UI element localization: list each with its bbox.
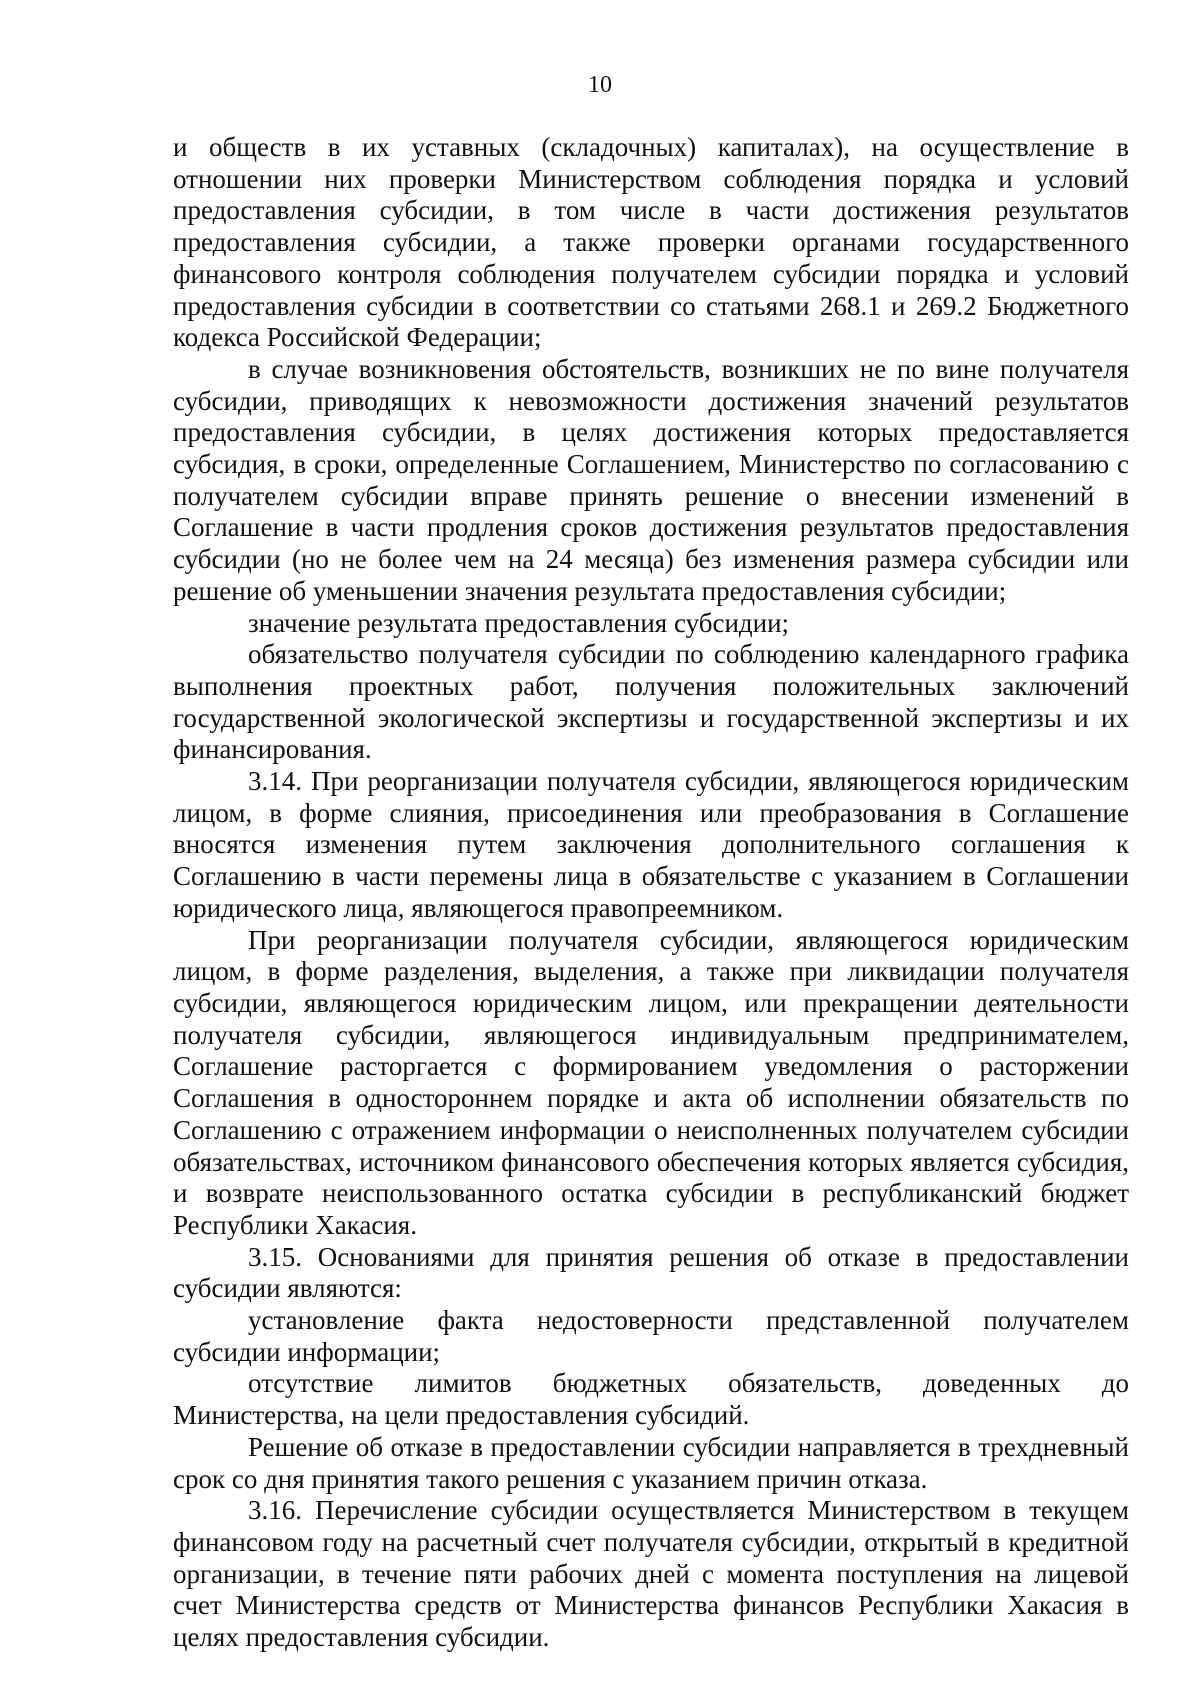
paragraph: значение результата предоставления субсидии; xyxy=(248,607,790,638)
paragraph: 3.14. При реорганизации получателя субсидии, являющегося юридическим лицом, в форме слияния, присоединения или преобразования в Соглашение вносятся изменения путем заключения дополнительного соглашения к Соглашению в части перемены лица в обязательстве с указанием в Соглашении юридического лица, являющегося правопреемником. xyxy=(173,766,1129,923)
page-number: 10 xyxy=(588,72,612,98)
paragraph: и обществ в их уставных (складочных) капиталах), на осуществление в отношении них проверки Министерством соблюдения порядка и условий предоставления субсидии, в том числе в части достижения результатов предоставления субсидии, а также проверки органами государственного финансового контроля соблюдения получателем субсидии порядка и условий предоставления субсидии в соответствии со статьями 268.1 и 269.2 Бюджетного кодекса Российской Федерации; xyxy=(173,132,1129,353)
paragraph: Решение об отказе в предоставлении субсидии направляется в трехдневный срок со дня принятия такого решения с указанием причин отказа. xyxy=(173,1431,1129,1494)
paragraph: 3.15. Основаниями для принятия решения об отказе в предоставлении субсидии являются: xyxy=(173,1241,1129,1304)
paragraph: установление факта недостоверности представленной получателем субсидии информации; xyxy=(173,1305,1129,1367)
document-body xyxy=(173,132,1129,1654)
paragraph: отсутствие лимитов бюджетных обязательств, доведенных до Министерства, на цели предоставления субсидий. xyxy=(173,1368,1129,1431)
paragraph: 3.16. Перечисление субсидии осуществляется Министерством в текущем финансовом году на расчетный счет получателя субсидии, открытый в кредитной организации, в течение пяти рабочих дней с момента поступления на лицевой счет Министерства средств от Министерства финансов Республики Хакасия в целях предоставления субсидии. xyxy=(173,1495,1129,1653)
paragraph: обязательство получателя субсидии по соблюдению календарного графика выполнения проектных работ, получения положительных заключений государственной экологической экспертизы и государственной экспертизы и их финансирования. xyxy=(173,639,1129,765)
paragraph: При реорганизации получателя субсидии, являющегося юридическим лицом, в форме разделения, выделения, а также при ликвидации получателя субсидии, являющегося юридическим лицом, или прекращении деятельности получателя субсидии, являющегося индивидуальным предпринимателем, Соглашение расторгается с формированием уведомления о расторжении Соглашения в одностороннем порядке и акта об исполнении обязательств по Соглашению с отражением информации о неисполненных получателем субсидии обязательствах, источником финансового обеспечения которых является субсидия, и возврате неиспользованного остатка субсидии в республиканский бюджет Республики Хакасия. xyxy=(173,924,1129,1240)
paragraph: в случае возникновения обстоятельств, возникших не по вине получателя субсидии, приводящих к невозможности достижения значений результатов предоставления субсидии, в целях достижения которых предоставляется субсидия, в сроки, определенные Соглашением, Министерство по согласованию с получателем субсидии вправе принять решение о внесении изменений в Соглашение в части продления сроков достижения результатов предоставления субсидии (но не более чем на 24 месяца) без изменения размера субсидии или решение об уменьшении значения результата предоставления субсидии; xyxy=(173,353,1129,606)
